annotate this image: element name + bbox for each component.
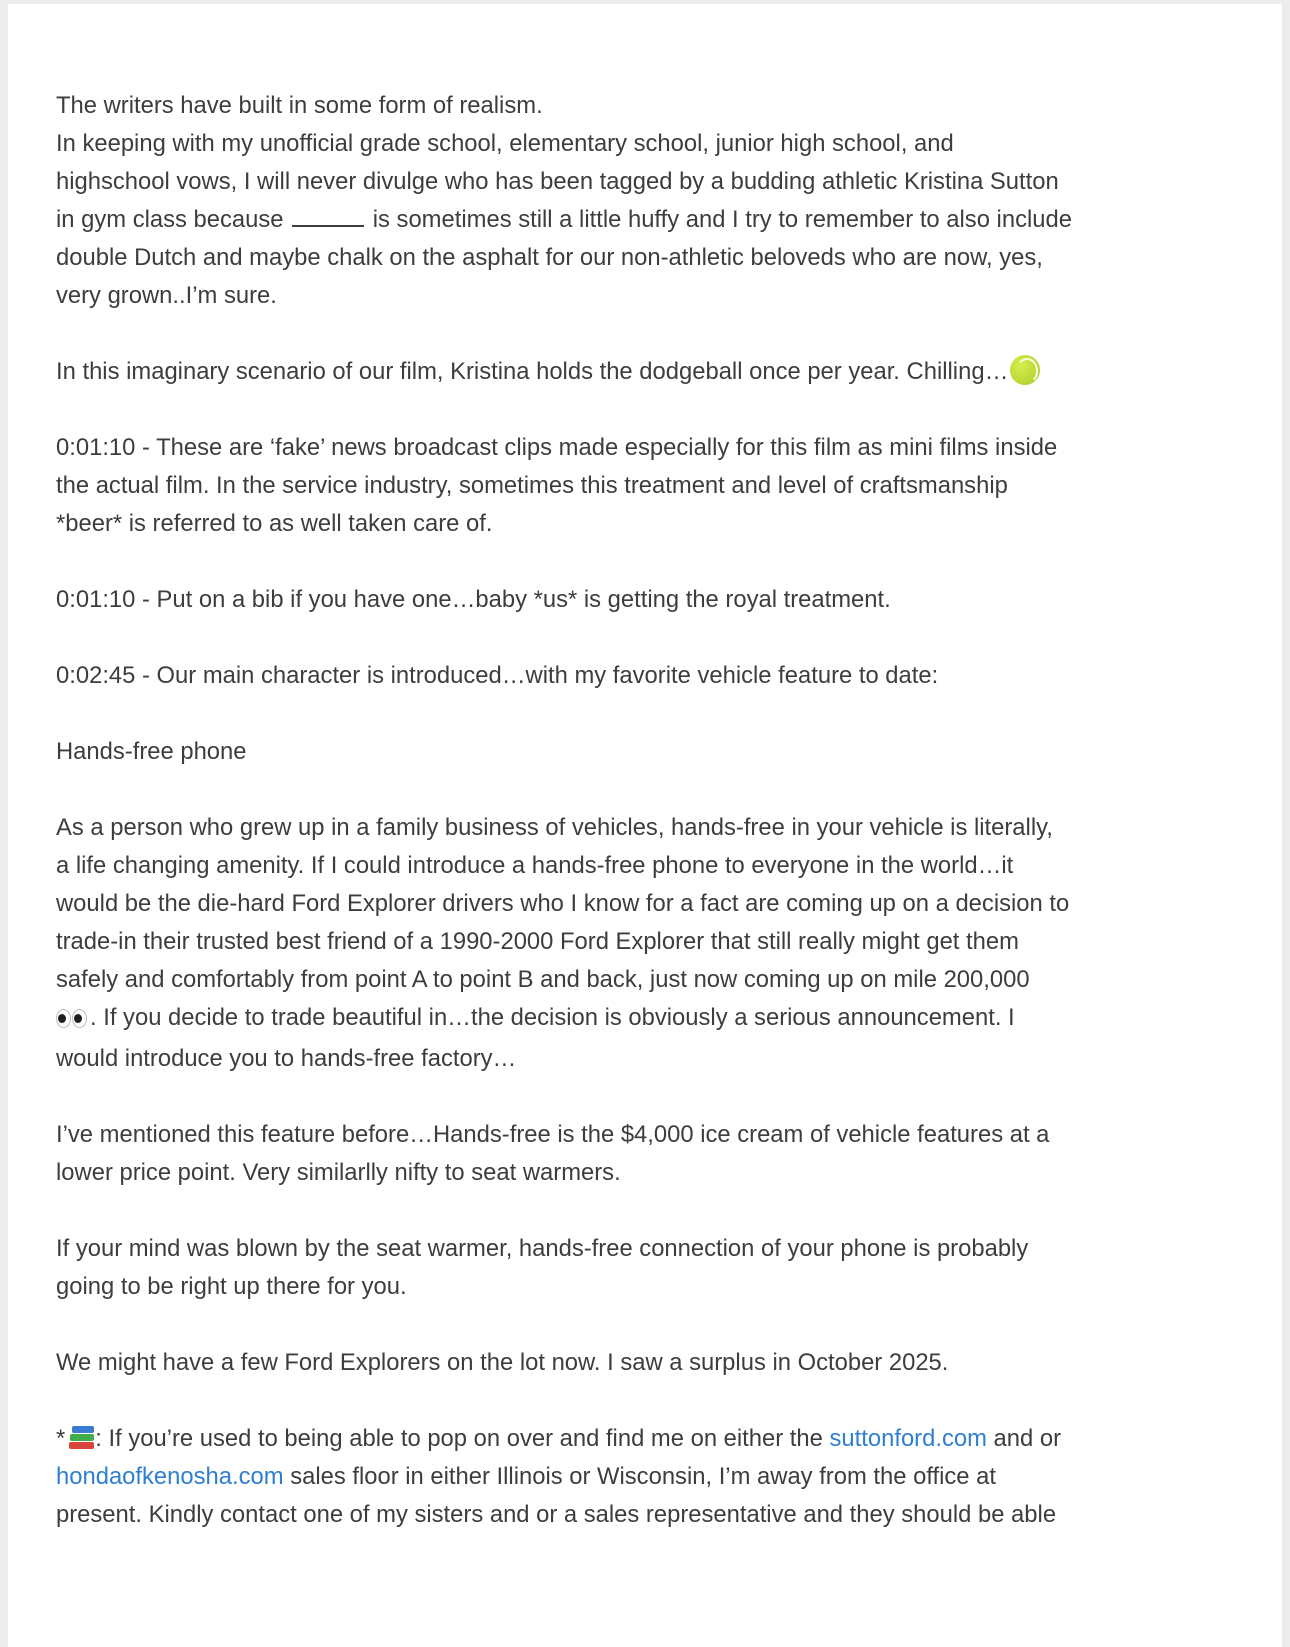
paragraph-family-business [56,809,1242,1078]
text-line-with-links [56,1420,1242,1458]
text-fragment: : If you’re used to being able to pop on over and find me on either the [95,1425,823,1452]
text-line: If your mind was blown by the seat warmer, hands-free connection of your phone is probably [56,1235,1029,1262]
text-line: would introduce you to hands-free factory… [56,1045,517,1072]
paragraph-heading-hands-free [56,733,1242,771]
text-line: *beer* is referred to as well taken care of. [56,510,493,537]
text-line: present. Kindly contact one of my sisters and or a sales representative and they should be able [56,1501,1057,1528]
paragraph-surplus [56,1344,1242,1382]
paragraph-news-clips [56,429,1242,543]
document-page [8,4,1282,1647]
text-line: a life changing amenity. If I could introduce a hands-free phone to everyone in the world…it [56,852,1014,879]
text-fragment: . If you decide to trade beautiful in…the decision is obviously a serious announcement. I [90,1004,1015,1031]
text-line: the actual film. In the service industry, sometimes this treatment and level of craftsmanship [56,472,1008,499]
text-line: 0:02:45 - Our main character is introduced…with my favorite vehicle feature to date: [56,662,939,689]
paragraph-dodgeball [56,353,1242,391]
hondaofkenosha-link[interactable]: hondaofkenosha.com [56,1463,284,1490]
paragraph-ice-cream [56,1116,1242,1192]
text-line: would be the die-hard Ford Explorer drivers who I know for a fact are coming up on a decision to [56,890,1070,917]
text-line: highschool vows, I will never divulge who has been tagged by a budding athletic Kristina Sutton [56,168,1059,195]
text-line: trade-in their trusted best friend of a 1990-2000 Ford Explorer that still really might get them [56,928,1019,955]
section-heading: Hands-free phone [56,738,247,765]
text-fragment: and or [993,1425,1062,1452]
text-fragment: In this imaginary scenario of our film, Kristina holds the dodgeball once per year. Chilling… [56,358,1009,385]
text-line: 0:01:10 - Put on a bib if you have one…baby *us* is getting the royal treatment. [56,586,891,613]
tennis-ball-icon [1010,355,1040,385]
text-fragment: in gym class because [56,206,284,233]
text-line-with-link [56,1458,1242,1496]
asterisk: * [56,1425,66,1452]
text-line: double Dutch and maybe chalk on the asphalt for our non-athletic beloveds who are now, yes, [56,244,1043,271]
books-icon [69,1426,95,1450]
paragraph-main-character [56,657,1242,695]
text-line: very grown..I’m sure. [56,282,277,309]
text-fragment: is sometimes still a little huffy and I try to remember to also include [372,206,1072,233]
paragraph-realism [56,87,1242,315]
paragraph-bib [56,581,1242,619]
text-line: lower price point. Very similarlly nifty to seat warmers. [56,1159,621,1186]
text-line: We might have a few Ford Explorers on the lot now. I saw a surplus in October 2025. [56,1349,949,1376]
text-line: As a person who grew up in a family business of vehicles, hands-free in your vehicle is literally, [56,814,1053,841]
text-line: I’ve mentioned this feature before…Hands-free is the $4,000 ice cream of vehicle features at a [56,1121,1050,1148]
fill-in-blank [292,203,364,227]
text-line: In keeping with my unofficial grade school, elementary school, junior high school, and [56,130,954,157]
paragraph-contact-note [56,1420,1242,1534]
text-fragment: sales floor in either Illinois or Wisconsin, I’m away from the office at [290,1463,996,1490]
eyes-icon [56,1002,88,1040]
suttonford-link[interactable]: suttonford.com [829,1425,987,1452]
text-line: going to be right up there for you. [56,1273,407,1300]
paragraph-seat-warmer [56,1230,1242,1306]
text-line: safely and comfortably from point A to point B and back, just now coming up on mile 200,000 [56,966,1030,993]
text-line-with-emoji [56,999,1242,1040]
text-line: 0:01:10 - These are ‘fake’ news broadcast clips made especially for this film as mini films inside [56,434,1058,461]
text-line-with-blank [56,201,1242,239]
text-line: The writers have built in some form of realism. [56,92,543,119]
